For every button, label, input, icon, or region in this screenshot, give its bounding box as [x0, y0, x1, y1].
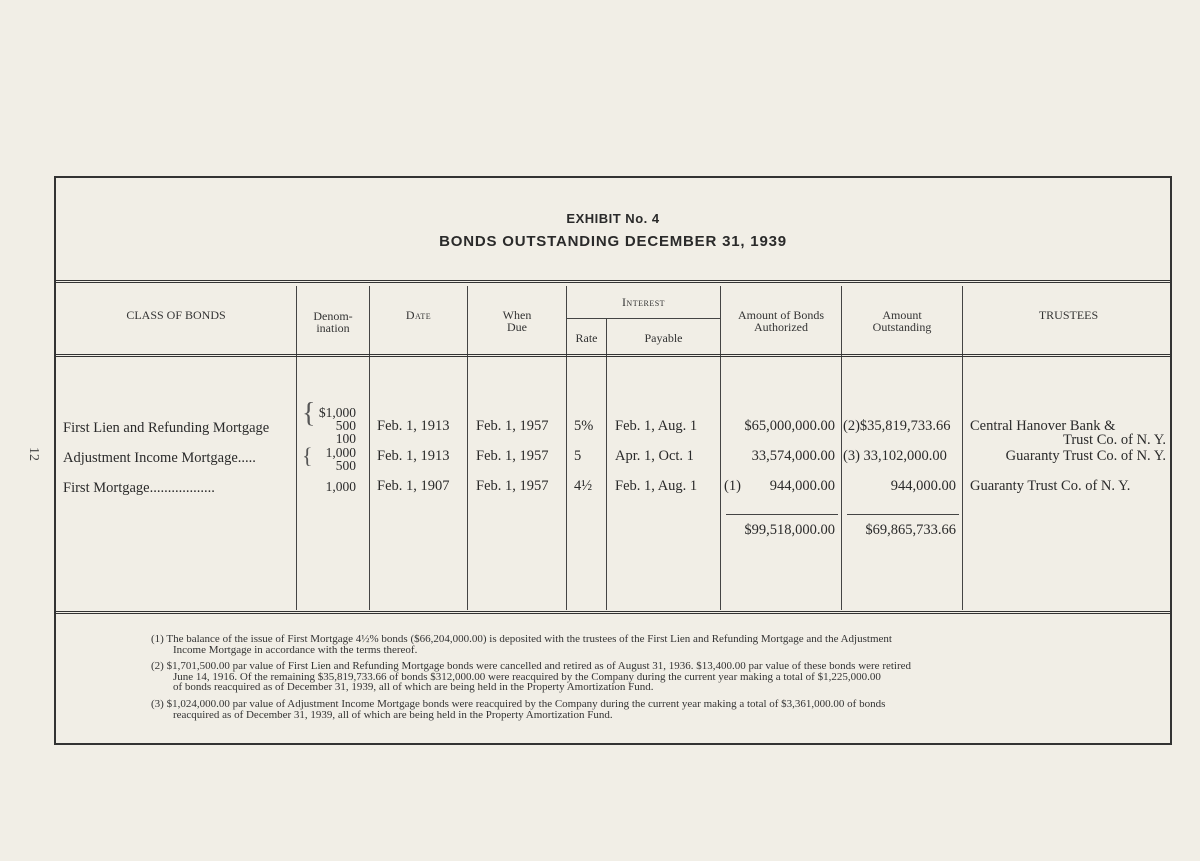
total-underline [726, 514, 838, 515]
row-outstanding: (3) 33,102,000.00 [843, 448, 947, 464]
footnote-line: of bonds reacquired as of December 31, 1939, all of which are being held in the Property Amortization Fund. [173, 681, 654, 693]
row-class: First Mortgage.................. [63, 480, 215, 496]
total-outstanding: $69,865,733.66 [865, 522, 956, 538]
row-authorized: $65,000,000.00 [744, 418, 835, 434]
footnote-line: Income Mortgage in accordance with the terms thereof. [173, 643, 418, 656]
footnote-2 [151, 661, 1091, 693]
row-rate: 4½ [574, 478, 593, 494]
header-denom-1: Denom- [313, 309, 353, 323]
header-outstanding-2: Outstanding [872, 320, 932, 334]
row-date: Feb. 1, 1913 [377, 418, 450, 434]
row-due: Feb. 1, 1957 [476, 448, 549, 464]
denom-value: 1,000 [325, 479, 356, 494]
header-date: Date [405, 308, 432, 322]
row-date: Feb. 1, 1913 [377, 448, 450, 464]
row-due: Feb. 1, 1957 [476, 418, 549, 434]
footnote-1 [151, 634, 1091, 655]
row-authorized: 944,000.00 [769, 478, 835, 494]
header-payable: Payable [644, 331, 683, 345]
row-outstanding: 944,000.00 [890, 478, 956, 494]
header-rule [56, 354, 1170, 357]
header-when-2: Due [507, 320, 527, 334]
header-authorized-1: Amount of Bonds [737, 308, 824, 322]
page-number: 12 [26, 447, 41, 461]
row-class: Adjustment Income Mortgage..... [63, 450, 256, 466]
row-payable: Feb. 1, Aug. 1 [615, 478, 698, 494]
row-authorized: 33,574,000.00 [751, 448, 835, 464]
row-trustee: Guaranty Trust Co. of N. Y. [1005, 448, 1166, 464]
footnote-line: (1) The balance of the issue of First Mortgage 4½% bonds ($66,204,000.00) is deposited with the trustees of the First Lien and Refunding Mortgage and the Adjustment [151, 633, 892, 645]
denom-value: $1,000 [318, 405, 356, 420]
header-outstanding-1: Amount [882, 308, 922, 322]
row-authorized-note: (1) [724, 478, 741, 494]
brace-icon: { [302, 398, 316, 429]
total-authorized: $99,518,000.00 [744, 522, 835, 538]
brace-icon: { [302, 443, 313, 468]
header-interest: Interest [621, 295, 666, 309]
exhibit-title: BONDS OUTSTANDING DECEMBER 31, 1939 [439, 233, 787, 250]
header-denom-2: ination [316, 321, 350, 335]
row-outstanding: (2)$35,819,733.66 [843, 418, 951, 434]
col-divider [369, 286, 370, 610]
col-divider [841, 286, 842, 610]
denom-adjustment [308, 446, 356, 472]
exhibit-label: EXHIBIT No. 4 [566, 211, 660, 226]
row-trustee: Guaranty Trust Co. of N. Y. [970, 478, 1131, 494]
row-trustee-cont: Trust Co. of N. Y. [1062, 432, 1166, 448]
denom-first-mortgage [308, 480, 356, 493]
row-rate: 5% [574, 418, 594, 434]
denom-value: 1,000 [325, 445, 356, 460]
row-payable: Feb. 1, Aug. 1 [615, 418, 698, 434]
row-due: Feb. 1, 1957 [476, 478, 549, 494]
exhibit-frame [54, 176, 1172, 745]
col-divider [296, 286, 297, 610]
footnote-line: (2) $1,701,500.00 par value of First Lien and Refunding Mortgage bonds were cancelled and retired as of August 31, 1936. $13,400.00 par value of these bonds were retired [151, 660, 912, 672]
denom-value: 100 [335, 431, 356, 446]
top-rule [56, 280, 1170, 283]
header-authorized-2: Authorized [754, 320, 808, 334]
header-when-1: When [502, 308, 532, 322]
bottom-rule [56, 611, 1170, 614]
row-class: First Lien and Refunding Mortgage [63, 420, 270, 436]
row-rate: 5 [574, 448, 582, 464]
denom-first-lien [308, 406, 356, 445]
footnote-3 [151, 699, 1091, 720]
footnote-line: reacquired as of December 31, 1939, all of which are being held in the Property Amortization Fund. [173, 708, 613, 721]
header-trustees: TRUSTEES [1038, 308, 1099, 322]
footnote-line: June 14, 1916. Of the remaining $35,819,733.66 of bonds $312,000.00 were reacquired by the Company during the current year making a total of $1,225,000.00 [173, 670, 881, 683]
header-rate: Rate [575, 331, 598, 345]
row-trustee: Central Hanover Bank & [970, 418, 1116, 434]
header-class: CLASS OF BONDS [126, 308, 226, 322]
col-divider [467, 286, 468, 610]
row-date: Feb. 1, 1907 [377, 478, 450, 494]
total-underline [847, 514, 959, 515]
col-divider [962, 286, 963, 610]
footnote-line: (3) $1,024,000.00 par value of Adjustment Income Mortgage bonds were reacquired by the Company during the current year making a total of $3,361,000.00 of bonds [151, 698, 886, 710]
col-divider [606, 318, 607, 610]
row-payable: Apr. 1, Oct. 1 [615, 448, 694, 464]
denom-value: 500 [335, 418, 356, 433]
interest-underline [567, 318, 720, 319]
col-divider [720, 286, 721, 610]
denom-value: 500 [335, 458, 356, 473]
